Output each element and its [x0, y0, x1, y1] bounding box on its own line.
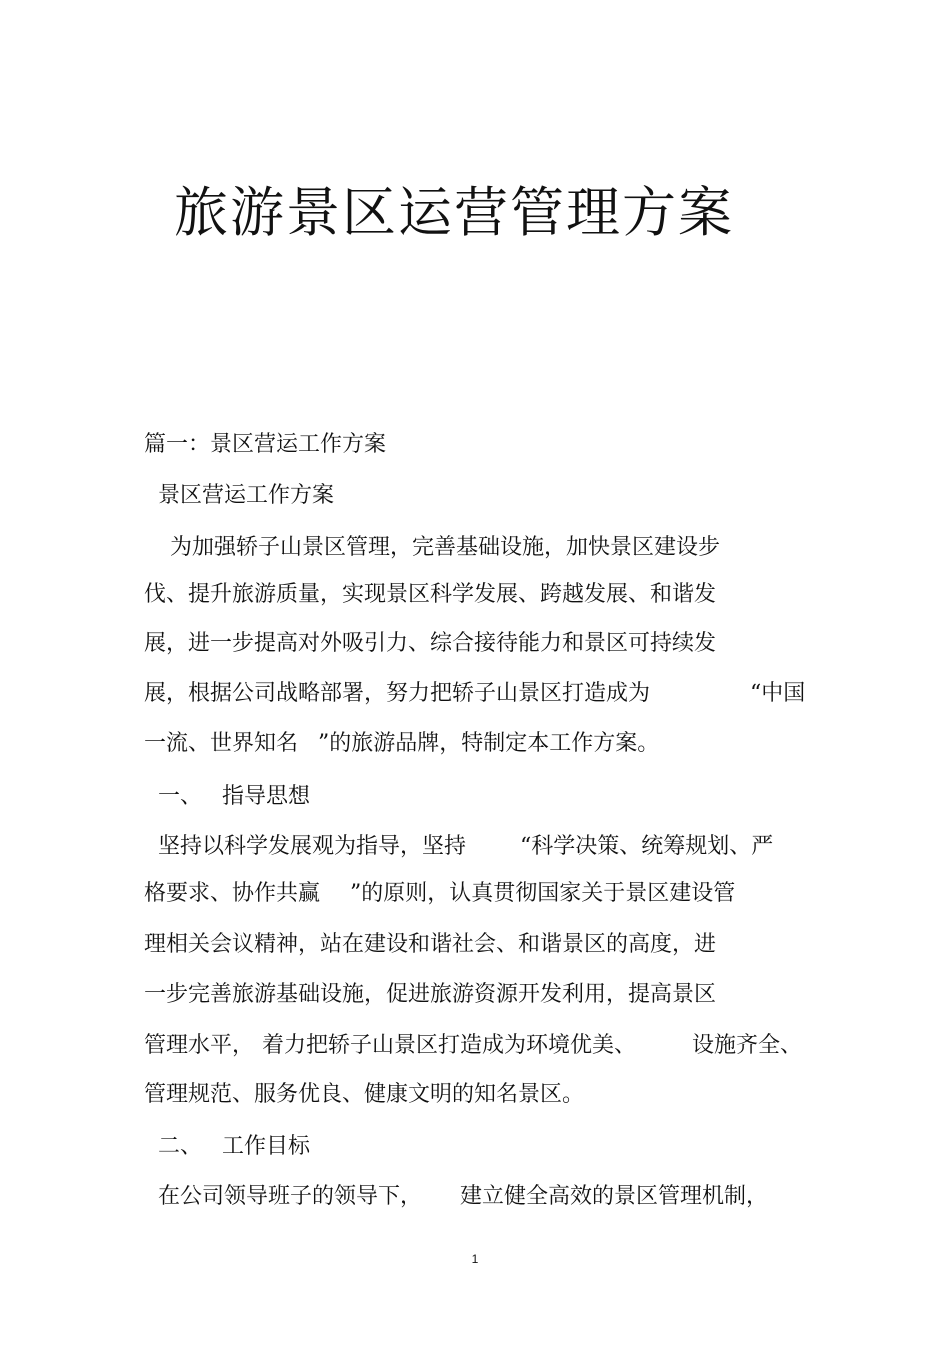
paragraph-line: 伐、提升旅游质量，实现景区科学发展、跨越发展、和谐发 — [144, 582, 717, 607]
heading-number: 二、 — [158, 1134, 203, 1159]
paragraph-line: 展，进一步提高对外吸引力、综合接待能力和景区可持续发 — [144, 631, 717, 656]
paragraph-line: 在公司领导班子的领导下， — [158, 1184, 423, 1209]
paragraph-line-fragment: ”的原则，认真贯彻国家关于景区建设管 — [350, 881, 736, 906]
paragraph-line: 一步完善旅游基础设施，促进旅游资源开发利用，提高景区 — [144, 982, 717, 1007]
paragraph-line: 理相关会议精神，站在建设和谐社会、和谐景区的高度，进 — [144, 932, 717, 957]
heading-number: 一、 — [158, 784, 203, 809]
paragraph-line-fragment: ”的旅游品牌，特制定本工作方案。 — [318, 731, 660, 756]
paragraph-line-fragment: 设施齐全、 — [692, 1033, 803, 1058]
heading-text: 工作目标 — [222, 1134, 311, 1159]
document-title: 旅游景区运营管理方案 — [174, 181, 734, 244]
heading-text: 指导思想 — [222, 784, 311, 809]
paragraph-line: 管理水平， — [144, 1033, 255, 1058]
paragraph-line-fragment: 建立健全高效的景区管理机制， — [460, 1184, 769, 1209]
paragraph-line: 一流、世界知名 — [144, 731, 299, 756]
subheading: 景区营运工作方案 — [158, 483, 335, 508]
paragraph-line: 展，根据公司战略部署，努力把轿子山景区打造成为 — [144, 681, 651, 706]
paragraph-line-fragment: 着力把轿子山景区打造成为环境优美、 — [262, 1033, 637, 1058]
paragraph-line: 为加强轿子山景区管理，完善基础设施，加快景区建设步 — [170, 535, 721, 560]
paragraph-line: 坚持以科学发展观为指导，坚持 — [158, 834, 467, 859]
section-heading: 篇一：景区营运工作方案 — [144, 432, 387, 457]
paragraph-line: 格要求、协作共赢 — [144, 881, 321, 906]
paragraph-line-fragment: “中国 — [750, 681, 806, 706]
paragraph-line: 管理规范、服务优良、健康文明的知名景区。 — [144, 1082, 585, 1107]
page-number: 1 — [471, 1252, 479, 1266]
paragraph-line-fragment: “科学决策、统筹规划、严 — [520, 834, 774, 859]
